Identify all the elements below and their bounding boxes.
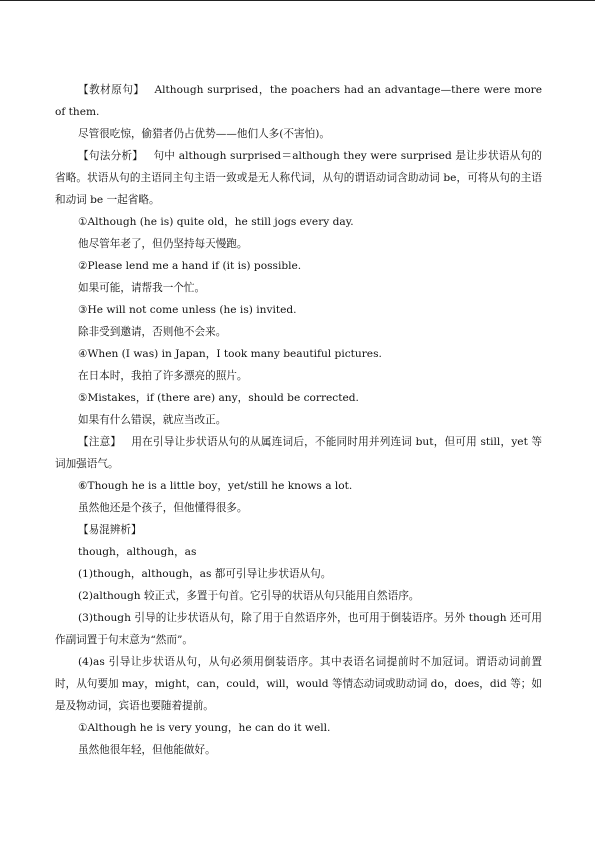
source-sentence-translation: 尽管很吃惊，偷猎者仍占优势——他们人多(不害怕)。 <box>78 128 330 140</box>
example-sentence: ④When (I was) in Japan，I took many beautiful pictures. <box>78 348 382 360</box>
example-translation: 如果有什么错误，就应当改正。 <box>78 414 227 426</box>
example-translation: 虽然他还是个孩子，但他懂得很多。 <box>78 502 248 514</box>
example-translation: 虽然他很年轻，但他能做好。 <box>78 744 216 756</box>
source-sentence <box>55 79 542 123</box>
explanation-point: (2)although 较正式，多置于句首。它引导的状语从句只能用自然语序。 <box>78 590 420 602</box>
syntax-analysis <box>55 145 542 211</box>
example-translation: 他尽管年老了，但仍坚持每天慢跑。 <box>78 238 248 250</box>
section-head: 【句法分析】 <box>78 150 144 162</box>
note-text: 用在引导让步状语从句的从属连词后，不能同时用并列连词 but，但可用 still，yet 等词加强语气。 <box>55 436 542 470</box>
example-sentence: ③He will not come unless (he is) invited. <box>78 304 297 316</box>
example-translation: 在日本时，我拍了许多漂亮的照片。 <box>78 370 248 382</box>
example-sentence: ①Although (he is) quite old，he still jogs every day. <box>78 216 354 228</box>
example-sentence: ①Although he is very young，he can do it well. <box>78 722 331 734</box>
section-head: 【教材原句】 <box>78 84 145 96</box>
example-translation: 如果可能，请帮我一个忙。 <box>78 282 206 294</box>
source-sentence-text: Although surprised，the poachers had an advantage—there were more of them. <box>55 84 542 118</box>
syntax-analysis-text: 句中 although surprised＝although they were surprised 是让步状语从句的省略。状语从句的主语同主句主语一致或是无人称代词，从句的谓语动词含助动词 be，可将从句的主语和动词 be 一起省略。 <box>55 150 542 206</box>
explanation-point: (4)as 引导让步状语从句，从句必须用倒装语序。其中表语名词提前时不加冠词。谓语动词前置时，从句要加 may，might，can，could，will，would 等情态动词或助动词 do，does，did 等；如是及物动词，宾语也要随着提前。 <box>55 656 542 712</box>
example-sentence: ⑥Though he is a little boy，yet/still he knows a lot. <box>78 480 353 492</box>
top-border-line <box>0 0 595 1</box>
explanation-point: (1)though，although，as 都可引导让步状语从句。 <box>78 568 332 580</box>
document-page <box>55 79 542 761</box>
section-head: 【注意】 <box>78 436 122 448</box>
section-heading-confusables: 【易混辨析】 <box>78 524 142 536</box>
example-sentence: ⑤Mistakes，if (there are) any，should be corrected. <box>78 392 359 404</box>
example-sentence: ②Please lend me a hand if (it is) possible. <box>78 260 302 272</box>
explanation-point: (3)though 引导的让步状语从句，除了用于自然语序外，也可用于倒装语序。另外 though 还可用作副词置于句末意为“然而”。 <box>55 612 542 646</box>
confusable-words: though，although，as <box>78 546 197 558</box>
example-translation: 除非受到邀请，否则他不会来。 <box>78 326 227 338</box>
note-paragraph <box>55 431 542 475</box>
